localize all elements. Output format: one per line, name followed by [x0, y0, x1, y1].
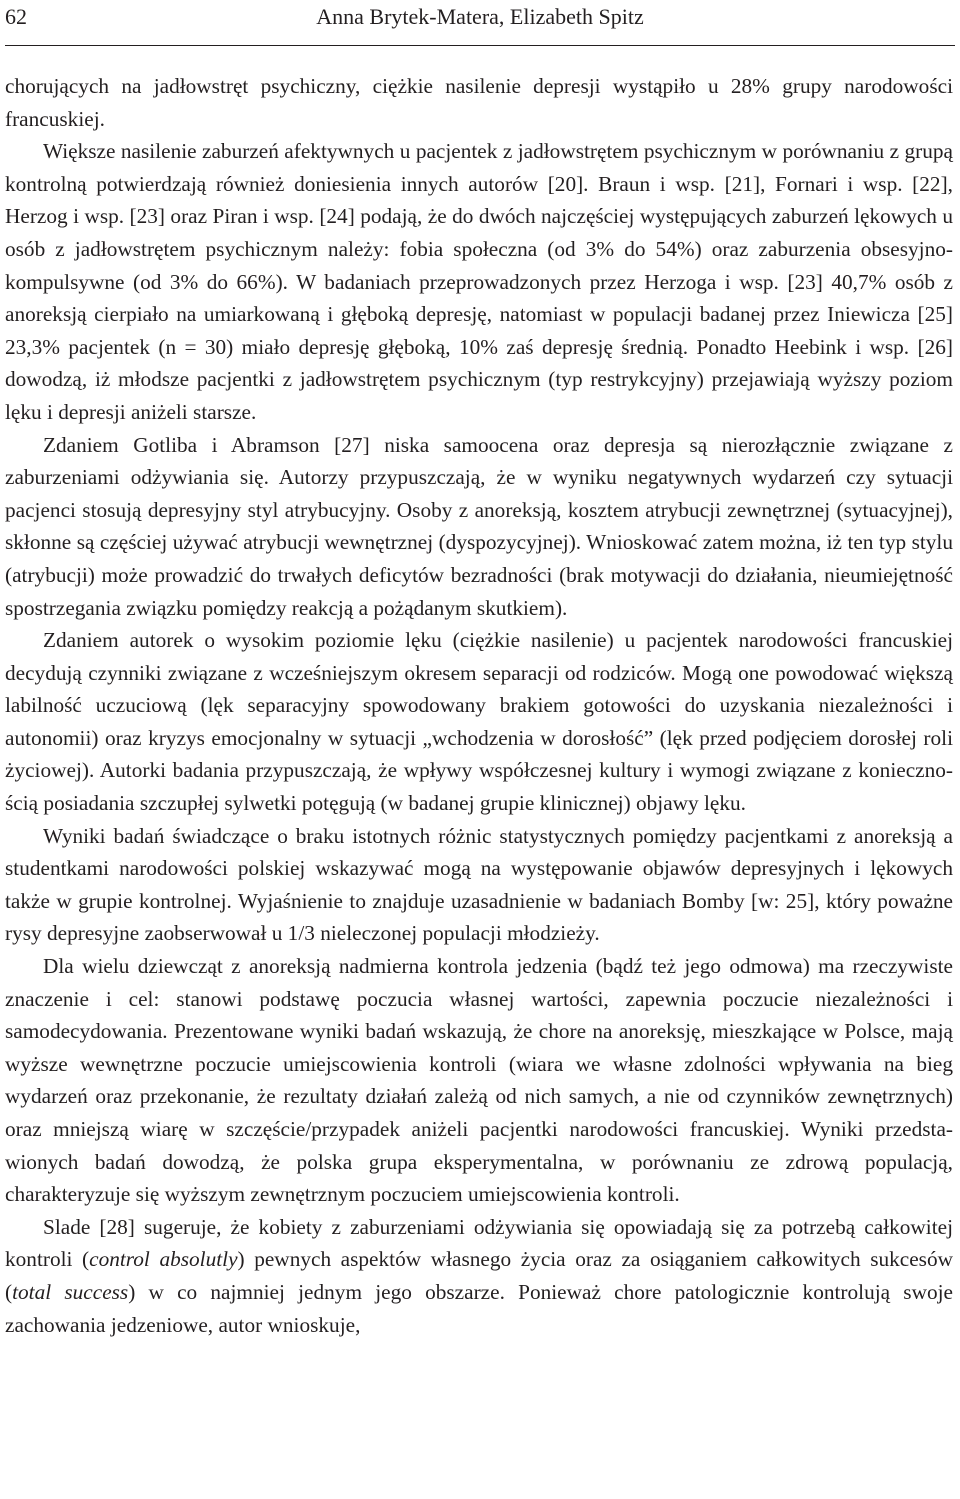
text-segment: chorujących na jadłowstręt psychiczny, ciężkie nasilenie depresji wystąpiło u 28% grupy narodowości francuskiej. [5, 74, 953, 131]
paragraph [5, 950, 953, 1211]
paragraph [5, 70, 953, 135]
text-segment: Zdaniem autorek o wysokim poziomie lęku (ciężkie nasilenie) u pacjentek narodowości francuskiej decydują czynniki związane z wcześniejszym okresem separacji od rodziców. Mogą one powodować większą labilność uczuciową (lęk separacyjny spowodowany brakiem gotowości do uzyskania niezależności i autonomii) oraz kryzys emocjonalny w sytuacji „wchodzenia w dorosłość” (lęk przed podjęciem dorosłej roli życiowej). Autorki badania przypuszczają, że wpływy współczesnej kultury i wymogi związane z koniecznością posiadania szczupłej sylwetki potęgują (w badanej grupie klinicznej) objawy lęku. [5, 628, 953, 816]
text-segment: Slade [28] sugeruje, że kobiety z zaburzeniami odżywiania się opowiadają się za potrzebą całkowitej kontroli ( [5, 1214, 953, 1272]
text-segment: Wyniki badań świadczące o braku istotnych różnic statystycznych pomiędzy pacjentkami z anoreksją a studentkami narodowości polskiej wskazywać mogą na występowanie objawów depresyjnych i lękowych także w grupie kontrolnej. Wyjaśnienie to znajduje uzasadnienie w badaniach Bomby [w: 25], który poważne rysy depresyjne zaobserwował u 1/3 nieleczonej populacji młodzieży. [5, 823, 953, 946]
paragraph [5, 820, 953, 950]
paragraph [5, 1211, 953, 1341]
page-number: 62 [5, 4, 27, 29]
running-header [5, 0, 955, 36]
italic-term: total success [12, 1279, 129, 1304]
header-authors: Anna Brytek-Matera, Elizabeth Spitz [316, 4, 644, 29]
paragraph [5, 429, 953, 625]
text-segment: ) pewnych aspektów własnego życia oraz za osiąganiem całkowitych sukcesów ( [5, 1247, 953, 1304]
italic-term: control absolutly [89, 1247, 238, 1272]
text-segment: Dla wielu dziewcząt z anoreksją nadmierna kontrola jedzenia (bądź też jego odmowa) ma rzeczywiste znaczenie i cel: stanowi podstawę poczucia własnej wartości, zapewnia poczucie niezależności i samodecydowania. Prezentowane wyniki badań wskazują, że chore na anoreksję, mieszkające w Polsce, mają wyższe wewnętrzne poczucie umiejscowienia kontroli (wiara we własne zdolności wpływania na bieg wydarzeń oraz przekonanie, że rezultaty działań zależą od nich samych, a nie od czynników zewnętrznych) oraz mniejszą wiarę w szczęście/przypadek aniżeli pacjentki narodowości francuskiej. Wyniki przedstawionych badań dowodzą, że polska grupa eksperymentalna, w porównaniu ze zdrową populacją, charakteryzuje się wyższym zewnętrznym poczuciem umiejscowienia kontroli. [5, 954, 953, 1207]
text-segment: Zdaniem Gotliba i Abramson [27] niska samoocena oraz depresja są nierozłącznie związane z zaburzeniami odżywiania się. Autorzy przypuszczają, że w wyniku negatywnych wydarzeń czy sytuacji pacjenci stosują depresyjny styl atrybucyjny. Osoby z anoreksją, kosztem atrybucji zewnętrznej (sytuacyjnej), skłonne są częściej używać atrybucji wewnętrznej (dyspozycyjnej). Wnioskować zatem można, iż ten typ stylu (atrybucji) może prowadzić do trwałych deficytów bezradności (brak motywacji do działania, nieumiejętność spostrzegania związku pomiędzy reakcją a pożądanym skutkiem). [5, 432, 953, 620]
text-segment: ) w co najmniej jednym jego obszarze. Ponieważ chore patologicznie kontrolują swoje zachowania jedzeniowe, autor wnioskuje, [5, 1279, 953, 1337]
paragraph [5, 135, 953, 428]
paragraph [5, 624, 953, 820]
text-segment: Większe nasilenie zaburzeń afektywnych u pacjentek z jadłowstrętem psychicznym w porównaniu z grupą kontrolną potwierdzają również doniesienia innych autorów [20]. Braun i wsp. [21], Fornari i wsp. [22], Herzog i wsp. [23] oraz Piran i wsp. [24] podają, że do dwóch najczęściej występujących zaburzeń lękowych u osób z jadłowstrętem psychicznym należy: fobia społeczna (od 3% do 54%) oraz zaburzenia obsesyjno-kompulsywne (od 3% do 66%). W badaniach przeprowadzonych przez Herzoga i wsp. [23] 40,7% osób z anoreksją cierpiało na umiarkowaną i głęboką depresję, natomiast w populacji badanej przez Iniewicza [25] 23,3% pacjentek (n = 30) miało depresję głęboką, 10% zaś depresję średnią. Ponadto Heebink i wsp. [26] dowodzą, iż młodsze pacjentki z jadłowstrętem psychicznym (typ restrykcyjny) przejawiają wyższy poziom lęku i depresji aniżeli starsze. [5, 139, 953, 424]
body-text [5, 70, 953, 1341]
header-divider [5, 45, 955, 46]
